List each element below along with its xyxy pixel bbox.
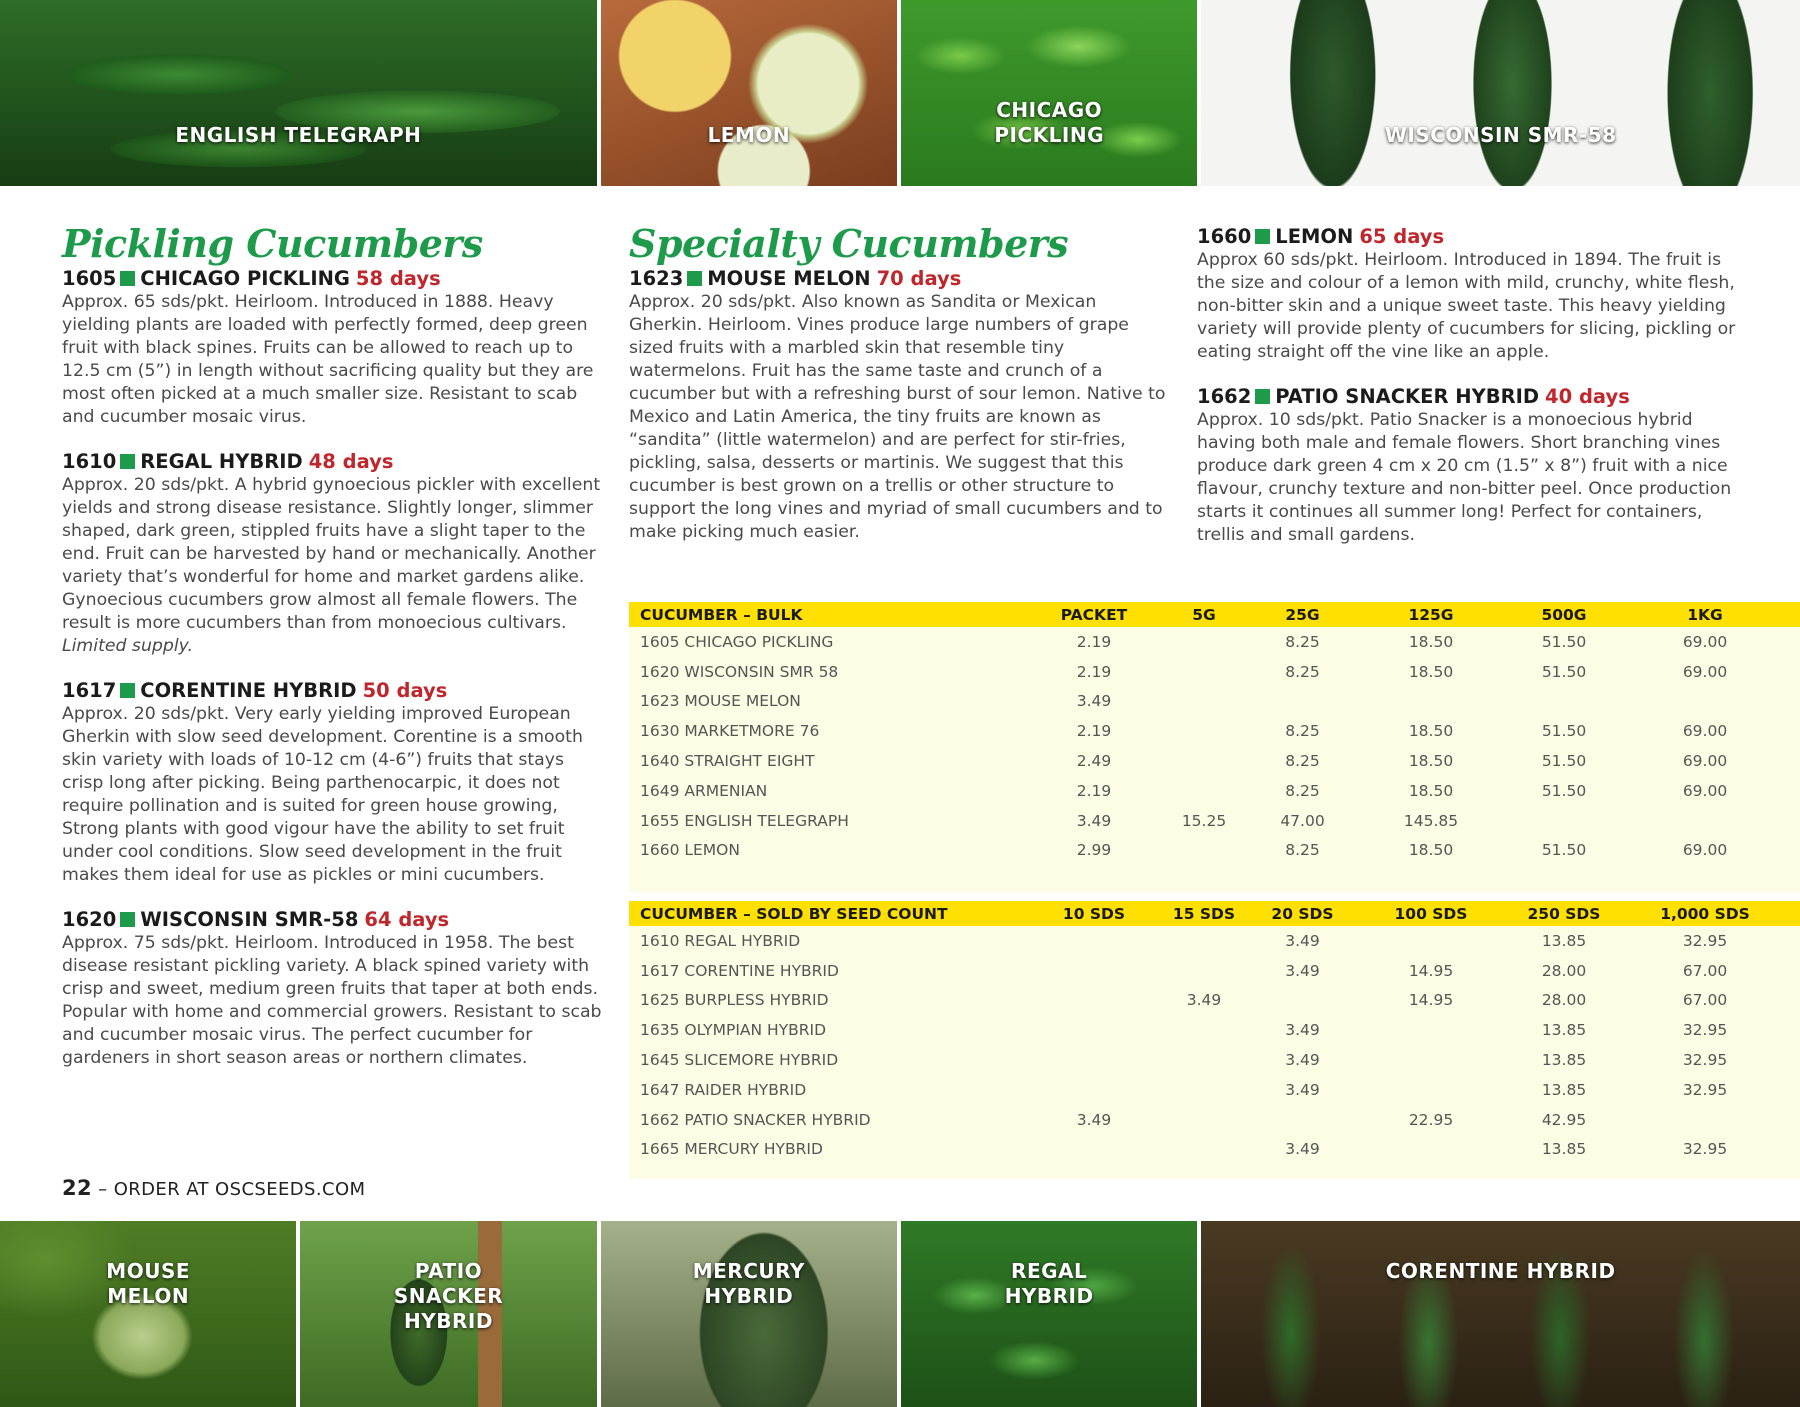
price-cell [1147, 1015, 1261, 1045]
variety-heading: 1660 LEMON 65 days [1197, 225, 1445, 248]
table-header-row [629, 901, 1800, 926]
column-header: PACKET [1041, 602, 1147, 627]
column-header: 500G [1518, 602, 1610, 627]
variety-name-cell: 1655 ENGLISH TELEGRAPH [640, 811, 849, 830]
price-cell [1147, 627, 1261, 657]
price-cell [1344, 926, 1518, 956]
photo-english-telegraph [0, 0, 597, 186]
variety-entry [629, 266, 1174, 544]
variety-name-cell: 1649 ARMENIAN [640, 781, 768, 800]
table-row [629, 986, 1800, 1016]
price-cell: 18.50 [1408, 632, 1454, 651]
photo-mercury-hybrid [601, 1221, 897, 1407]
price-cell: 69.00 [1682, 632, 1728, 651]
price-cell [1041, 986, 1147, 1016]
column-header: 1,000 SDS [1610, 901, 1800, 926]
price-cell [1041, 926, 1147, 956]
variety-description: Approx. 75 sds/pkt. Heirloom. Introduced in 1958. The best disease resistant pickling variety. A black spined variety with crisp and sweet, medium green fruits that taper at both ends. Popular with home and commercial growers. Resistant to scab and cucumber mosaic virus. The perfect cucumber for gardeners in short season areas or northern climates. [62, 933, 602, 1068]
specialty-right-column [1197, 224, 1742, 567]
table-row [629, 1135, 1800, 1165]
table-header-row [629, 602, 1800, 627]
order-link-text: ORDER AT OSCSEEDS.COM [113, 1179, 366, 1200]
variety-heading: 1605 CHICAGO PICKLING 58 days [62, 267, 441, 290]
variety-name-cell: 1610 REGAL HYBRID [640, 931, 801, 950]
price-cell: 13.85 [1541, 931, 1587, 950]
variety-name-cell: 1645 SLICEMORE HYBRID [640, 1051, 839, 1070]
photo-caption: WISCONSIN SMR-58 [1384, 123, 1617, 147]
price-cell [1261, 1105, 1344, 1135]
variety-entry [1197, 224, 1742, 364]
price-cell [1147, 657, 1261, 687]
price-cell: 51.50 [1541, 752, 1587, 771]
table-row [629, 1075, 1800, 1105]
price-cell: 8.25 [1285, 841, 1320, 860]
price-cell: 28.00 [1541, 961, 1587, 980]
price-cell [1518, 687, 1610, 717]
price-cell [1041, 956, 1147, 986]
column-header: 25G [1261, 602, 1344, 627]
pickling-column [62, 222, 607, 1090]
price-cell: 2.19 [1076, 662, 1112, 681]
table-row [629, 806, 1800, 836]
variety-entry [62, 907, 607, 1070]
price-cell [1147, 956, 1261, 986]
price-cell [1344, 1045, 1518, 1075]
top-photo-strip [0, 0, 1800, 186]
price-cell: 3.49 [1186, 991, 1222, 1010]
variety-name-cell: 1623 MOUSE MELON [640, 692, 801, 711]
specialty-title: Specialty Cucumbers [629, 221, 1069, 266]
price-cell: 14.95 [1408, 961, 1454, 980]
variety-entry [1197, 384, 1742, 547]
price-cell [1147, 746, 1261, 776]
photo-caption: LEMON [707, 123, 791, 147]
variety-name-cell: 1660 LEMON [640, 841, 740, 860]
specialty-column [629, 222, 1174, 564]
variety-name-cell: 1630 MARKETMORE 76 [640, 722, 820, 741]
price-cell: 42.95 [1541, 1110, 1587, 1129]
photo-caption: REGAL HYBRID [1004, 1259, 1094, 1308]
column-header: 10 SDS [1041, 901, 1147, 926]
variety-name-cell: 1635 OLYMPIAN HYBRID [640, 1021, 827, 1040]
price-cell: 8.25 [1285, 632, 1320, 651]
pickling-title: Pickling Cucumbers [62, 221, 483, 266]
price-cell: 13.85 [1541, 1140, 1587, 1159]
variety-heading: 1617 CORENTINE HYBRID 50 days [62, 679, 448, 702]
price-cell [1147, 836, 1261, 866]
photo-caption: CHICAGO PICKLING [994, 98, 1104, 147]
variety-description: Approx. 20 sds/pkt. Very early yielding improved European Gherkin with slow seed development. Corentine is a smooth skin variety with loads of 10-12 cm (4-6”) fruits that stays crisp long after picking. Being parthenocarpic, it does not require pollination and is suited for green house growing, Strong plants with good vigour have the ability to set fruit under cool conditions. Slow seed development in the fruit makes them ideal for use as pickles or mini cucumbers. [62, 704, 583, 885]
price-cell: 8.25 [1285, 662, 1320, 681]
table-row [629, 627, 1800, 657]
table-row [629, 956, 1800, 986]
price-cell: 2.49 [1076, 752, 1112, 771]
price-cell: 13.85 [1541, 1051, 1587, 1070]
table-row [629, 1045, 1800, 1075]
price-cell: 8.25 [1285, 752, 1320, 771]
green-square-icon [687, 271, 702, 286]
price-cell: 8.25 [1285, 781, 1320, 800]
price-cell: 8.25 [1285, 722, 1320, 741]
green-square-icon [120, 454, 135, 469]
photo-chicago-pickling [901, 0, 1197, 186]
price-cell: 3.49 [1285, 1051, 1320, 1070]
price-cell: 3.49 [1076, 811, 1112, 830]
table-row [629, 926, 1800, 956]
column-header: 5G [1147, 602, 1261, 627]
photo-caption: PATIO SNACKER HYBRID [393, 1259, 504, 1333]
price-cell [1344, 1075, 1518, 1105]
variety-description: Approx. 20 sds/pkt. A hybrid gynoecious pickler with excellent yields and strong disease resistance. Slightly longer, slimmer shaped, dark green, stippled fruits have a slight taper to the end. Fruit can be harvested by hand or mechanically. Another variety that’s wonderful for home and market gardens alike. Gynoecious cucumbers grow almost all female flowers. The result is more cucumbers than from monoecious cultivars. Limited supply. [62, 475, 601, 656]
column-header: 250 SDS [1518, 901, 1610, 926]
photo-caption: MERCURY HYBRID [692, 1259, 805, 1308]
price-cell: 32.95 [1682, 1080, 1728, 1099]
column-header: 125G [1344, 602, 1518, 627]
photo-mouse-melon [0, 1221, 296, 1407]
price-cell [1041, 1015, 1147, 1045]
variety-name-cell: 1605 CHICAGO PICKLING [640, 632, 834, 651]
photo-caption: CORENTINE HYBRID [1385, 1259, 1616, 1283]
column-header: 1KG [1610, 602, 1800, 627]
price-cell [1610, 687, 1800, 717]
price-cell: 51.50 [1541, 722, 1587, 741]
variety-entry [62, 678, 607, 887]
price-cell [1344, 687, 1518, 717]
price-cell: 2.19 [1076, 722, 1112, 741]
green-square-icon [120, 912, 135, 927]
bottom-photo-strip [0, 1221, 1800, 1407]
price-cell: 145.85 [1403, 811, 1459, 830]
green-square-icon [1255, 229, 1270, 244]
variety-name-cell: 1620 WISCONSIN SMR 58 [640, 662, 839, 681]
variety-name-cell: 1640 STRAIGHT EIGHT [640, 752, 815, 771]
price-cell [1041, 1135, 1147, 1165]
price-cell: 15.25 [1181, 811, 1227, 830]
price-cell: 28.00 [1541, 991, 1587, 1010]
price-cell [1261, 687, 1344, 717]
price-cell [1147, 776, 1261, 806]
variety-heading: 1623 MOUSE MELON 70 days [629, 267, 962, 290]
price-cell [1610, 1105, 1800, 1135]
price-cell [1518, 806, 1610, 836]
price-cell: 69.00 [1682, 841, 1728, 860]
photo-caption: MOUSE MELON [106, 1259, 191, 1308]
variety-description: Approx 60 sds/pkt. Heirloom. Introduced in 1894. The fruit is the size and colour of a lemon with mild, crunchy, white flesh, non-bitter skin and a unique sweet taste. This heavy yielding variety will provide plenty of cucumbers for slicing, pickling or eating straight off the vine like an apple. [1197, 250, 1736, 362]
price-cell [1344, 1015, 1518, 1045]
price-cell: 18.50 [1408, 662, 1454, 681]
price-cell: 3.49 [1076, 692, 1112, 711]
price-cell: 32.95 [1682, 931, 1728, 950]
price-cell [1041, 1045, 1147, 1075]
variety-heading: 1610 REGAL HYBRID 48 days [62, 450, 394, 473]
table-row [629, 776, 1800, 806]
price-cell: 14.95 [1408, 991, 1454, 1010]
price-cell [1147, 1075, 1261, 1105]
price-cell [1261, 986, 1344, 1016]
variety-entry [62, 266, 607, 429]
photo-regal-hybrid [901, 1221, 1197, 1407]
variety-name-cell: 1665 MERCURY HYBRID [640, 1140, 823, 1159]
table-row [629, 1015, 1800, 1045]
table-row [629, 836, 1800, 866]
table-row [629, 687, 1800, 717]
variety-heading: 1662 PATIO SNACKER HYBRID 40 days [1197, 385, 1630, 408]
price-cell: 51.50 [1541, 662, 1587, 681]
price-cell: 13.85 [1541, 1021, 1587, 1040]
variety-name-cell: 1617 CORENTINE HYBRID [640, 961, 839, 980]
seed-count-price-table [629, 901, 1800, 1179]
price-cell [1610, 806, 1800, 836]
price-cell: 51.50 [1541, 632, 1587, 651]
price-cell: 13.85 [1541, 1080, 1587, 1099]
price-cell: 51.50 [1541, 841, 1587, 860]
table-title-header: CUCUMBER – SOLD BY SEED COUNT [629, 901, 1041, 926]
photo-patio-snacker-hybrid [300, 1221, 596, 1407]
page-footer: 22 – ORDER AT OSCSEEDS.COM [62, 1176, 366, 1200]
green-square-icon [120, 683, 135, 698]
variety-description: Approx. 20 sds/pkt. Also known as Sandita or Mexican Gherkin. Heirloom. Vines produce large numbers of grape sized fruits with a marbled skin that resemble tiny watermelons. Fruit has the same taste and crunch of a cucumber but with a refreshing burst of sour lemon. Native to Mexico and Latin America, the tiny fruits are known as “sandita” (little watermelon) and are perfect for stir-fries, pickling, salsa, desserts or martinis. We suggest that this cucumber is best grown on a trellis or other structure to support the long vines and myriad of small cucumbers and to make picking much easier. [629, 292, 1166, 542]
price-cell: 2.19 [1076, 632, 1112, 651]
price-cell: 18.50 [1408, 722, 1454, 741]
price-cell: 18.50 [1408, 752, 1454, 771]
column-header: 20 SDS [1261, 901, 1344, 926]
price-cell: 32.95 [1682, 1051, 1728, 1070]
bulk-price-table [629, 602, 1800, 892]
price-cell: 22.95 [1408, 1110, 1454, 1129]
photo-caption: ENGLISH TELEGRAPH [175, 123, 422, 147]
variety-description: Approx. 10 sds/pkt. Patio Snacker is a monoecious hybrid having both male and female flowers. Short branching vines produce dark green 4 cm x 20 cm (1.5” x 8”) fruit with a nice flavour, crunchy texture and non-bitter peel. Once production starts it continues all summer long! Perfect for containers, trellis and small gardens. [1197, 410, 1732, 545]
price-cell: 3.49 [1285, 931, 1320, 950]
price-cell [1344, 1135, 1518, 1165]
price-cell: 47.00 [1280, 811, 1325, 830]
price-cell: 3.49 [1285, 1021, 1320, 1040]
price-cell: 69.00 [1682, 662, 1728, 681]
table-row [629, 716, 1800, 746]
price-cell: 2.19 [1076, 781, 1112, 800]
price-cell: 18.50 [1408, 781, 1454, 800]
price-cell [1147, 687, 1261, 717]
price-cell [1041, 1075, 1147, 1105]
price-cell: 69.00 [1682, 722, 1728, 741]
price-cell: 69.00 [1682, 752, 1728, 771]
price-cell: 2.99 [1076, 841, 1112, 860]
price-cell: 32.95 [1682, 1140, 1728, 1159]
photo-corentine-hybrid [1201, 1221, 1800, 1407]
variety-name-cell: 1647 RAIDER HYBRID [640, 1080, 807, 1099]
price-cell [1147, 926, 1261, 956]
variety-name-cell: 1662 PATIO SNACKER HYBRID [640, 1110, 871, 1129]
table-row [629, 1105, 1800, 1135]
price-cell: 3.49 [1285, 961, 1320, 980]
price-cell: 3.49 [1285, 1080, 1320, 1099]
column-header: 100 SDS [1344, 901, 1518, 926]
price-cell [1147, 1135, 1261, 1165]
green-square-icon [1255, 389, 1270, 404]
price-cell: 3.49 [1285, 1140, 1320, 1159]
photo-wisconsin-smr-58 [1201, 0, 1800, 186]
price-cell: 67.00 [1682, 961, 1728, 980]
variety-entry [62, 449, 607, 658]
variety-name-cell: 1625 BURPLESS HYBRID [640, 991, 829, 1010]
price-cell: 67.00 [1682, 991, 1728, 1010]
column-header: 15 SDS [1147, 901, 1261, 926]
price-cell: 69.00 [1682, 781, 1728, 800]
variety-heading: 1620 WISCONSIN SMR-58 64 days [62, 908, 450, 931]
page-number: 22 [62, 1176, 93, 1200]
price-cell: 3.49 [1076, 1110, 1112, 1129]
price-cell: 32.95 [1682, 1021, 1728, 1040]
table-row [629, 657, 1800, 687]
price-cell: 18.50 [1408, 841, 1454, 860]
price-cell [1147, 1045, 1261, 1075]
price-cell: 51.50 [1541, 781, 1587, 800]
table-title-header: CUCUMBER – BULK [629, 602, 1041, 627]
limited-supply-note: Limited supply. [62, 636, 194, 656]
table-row [629, 746, 1800, 776]
variety-description: Approx. 65 sds/pkt. Heirloom. Introduced in 1888. Heavy yielding plants are loaded with perfectly formed, deep green fruit with black spines. Fruits can be allowed to reach up to 12.5 cm (5”) in length without sacrificing quality but they are most often picked at a much smaller size. Resistant to scab and cucumber mosaic virus. [62, 292, 594, 427]
price-cell [1147, 716, 1261, 746]
price-cell [1147, 1105, 1261, 1135]
green-square-icon [120, 271, 135, 286]
photo-lemon [601, 0, 897, 186]
